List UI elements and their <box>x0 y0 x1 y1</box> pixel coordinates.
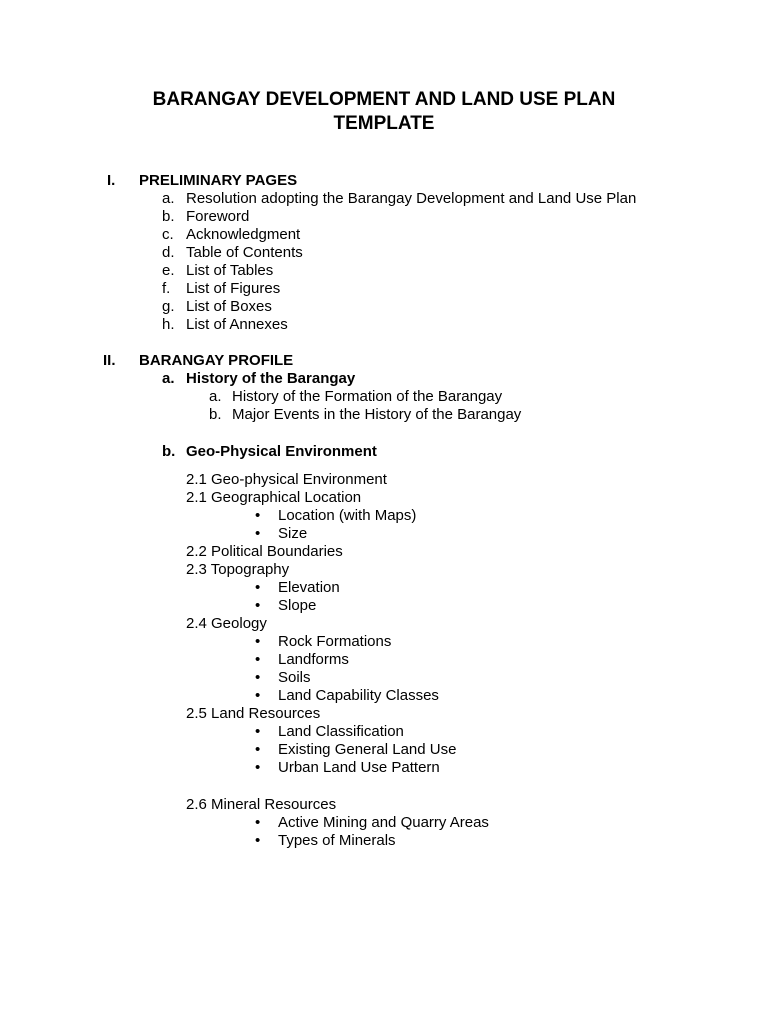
bullet-item: Land Classification <box>278 723 404 740</box>
bullet-item: Land Capability Classes <box>278 687 439 704</box>
bullet-symbol: • <box>255 525 261 542</box>
bullet-item: Soils <box>278 669 311 686</box>
outline-line: 2.6 Mineral Resources <box>186 796 337 813</box>
bullet-item: Existing General Land Use <box>278 741 457 758</box>
bullet-symbol: • <box>255 687 261 704</box>
bullet-item: Location (with Maps) <box>278 507 417 524</box>
list-item-text: Resolution adopting the Barangay Development and Land Use Plan <box>186 190 637 207</box>
section-2-heading: BARANGAY PROFILE <box>139 352 294 369</box>
outline-line: 2.1 Geographical Location <box>186 489 362 506</box>
outline-line: 2.3 Topography <box>186 561 290 578</box>
bullet-symbol: • <box>255 759 261 776</box>
list-marker: c. <box>162 226 174 243</box>
section-2-numeral: II. <box>103 352 116 369</box>
subsection-b-heading: Geo-Physical Environment <box>186 443 377 460</box>
list-marker: a. <box>162 190 175 207</box>
bullet-item: Landforms <box>278 651 349 668</box>
list-marker: f. <box>162 280 171 297</box>
list-marker: e. <box>162 262 175 279</box>
outline-line: 2.1 Geo-physical Environment <box>186 471 387 488</box>
list-item-text: List of Figures <box>186 280 281 297</box>
list-item-text: Acknowledgment <box>186 226 301 243</box>
bullet-item: Urban Land Use Pattern <box>278 759 440 776</box>
subsection-a-marker: a. <box>162 370 175 387</box>
list-marker: d. <box>162 244 175 261</box>
list-marker: g. <box>162 298 175 315</box>
list-marker: h. <box>162 316 175 333</box>
bullet-symbol: • <box>255 832 261 849</box>
bullet-item: Rock Formations <box>278 633 392 650</box>
bullet-symbol: • <box>255 633 261 650</box>
bullet-symbol: • <box>255 651 261 668</box>
bullet-symbol: • <box>255 579 261 596</box>
list-item-text: History of the Formation of the Barangay <box>232 388 503 405</box>
bullet-symbol: • <box>255 597 261 614</box>
outline-line: 2.2 Political Boundaries <box>186 543 343 560</box>
bullet-symbol: • <box>255 723 261 740</box>
list-item-text: Table of Contents <box>186 244 303 261</box>
outline-line: 2.5 Land Resources <box>186 705 321 722</box>
bullet-symbol: • <box>255 669 261 686</box>
list-item-text: Foreword <box>186 208 250 225</box>
bullet-symbol: • <box>255 741 261 758</box>
list-marker: b. <box>162 208 175 225</box>
document-title-line-1: BARANGAY DEVELOPMENT AND LAND USE PLAN <box>152 89 616 110</box>
list-item-text: List of Annexes <box>186 316 288 333</box>
document-title-line-2: TEMPLATE <box>333 113 435 134</box>
list-item-text: List of Boxes <box>186 298 272 315</box>
section-1-heading: PRELIMINARY PAGES <box>139 172 298 189</box>
section-1-numeral: I. <box>107 172 116 189</box>
subsection-b-marker: b. <box>162 443 176 460</box>
bullet-item: Size <box>278 525 308 542</box>
outline-line: 2.4 Geology <box>186 615 267 632</box>
list-marker: b. <box>209 406 222 423</box>
list-item-text: List of Tables <box>186 262 274 279</box>
bullet-item: Slope <box>278 597 317 614</box>
bullet-symbol: • <box>255 507 261 524</box>
subsection-a-heading: History of the Barangay <box>186 370 356 387</box>
list-marker: a. <box>209 388 222 405</box>
bullet-item: Elevation <box>278 579 340 596</box>
bullet-item: Types of Minerals <box>278 832 396 849</box>
bullet-item: Active Mining and Quarry Areas <box>278 814 489 831</box>
list-item-text: Major Events in the History of the Barangay <box>232 406 522 423</box>
bullet-symbol: • <box>255 814 261 831</box>
